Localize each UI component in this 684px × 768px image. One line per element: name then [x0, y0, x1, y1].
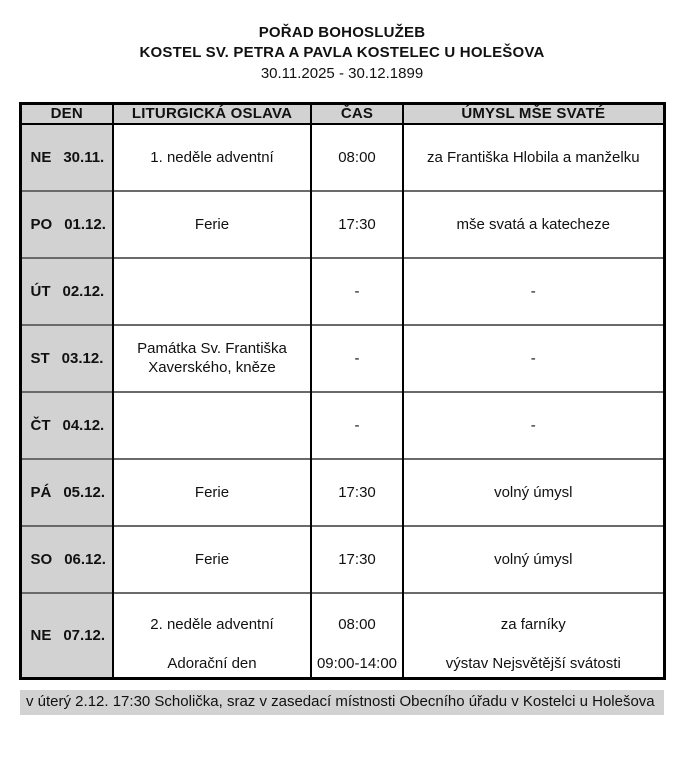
day-abbrev: ČT [30, 416, 51, 434]
day-cell [20, 258, 113, 325]
table-row [20, 258, 664, 325]
day-date: 07.12. [63, 626, 106, 644]
time-cell: - [311, 392, 403, 459]
day-abbrev: PÁ [30, 483, 52, 501]
day-cell [20, 124, 113, 191]
footer-note: v úterý 2.12. 17:30 Scholička, sraz v zasedací místnosti Obecního úřadu v Kostelci u Holešova [20, 690, 664, 715]
table-header-row [20, 104, 664, 124]
intention-cell: - [403, 258, 664, 325]
day-date: 05.12. [63, 483, 106, 501]
day-cell [20, 191, 113, 258]
intention-cell [403, 593, 664, 679]
celebration-cell: Ferie [113, 526, 311, 593]
celebration-cell: Ferie [113, 191, 311, 258]
title-block [0, 0, 684, 84]
day-date: 04.12. [62, 416, 105, 434]
day-cell [20, 459, 113, 526]
day-abbrev: SO [30, 550, 53, 568]
day-abbrev: NE [30, 626, 52, 644]
schedule-table [19, 102, 666, 680]
column-header-den: DEN [20, 104, 113, 124]
day-abbrev: NE [30, 148, 52, 166]
intention-cell: mše svatá a katecheze [403, 191, 664, 258]
day-abbrev: PO [30, 215, 53, 233]
time-cell: 17:30 [311, 526, 403, 593]
celebration-cell: Památka Sv. Františka Xaverského, kněze [113, 325, 311, 392]
celebration-cell: 1. neděle adventní [113, 124, 311, 191]
day-date: 02.12. [62, 282, 105, 300]
time-line-2: 09:00-14:00 [316, 655, 398, 673]
table-row [20, 325, 664, 392]
intention-cell: volný úmysl [403, 459, 664, 526]
time-cell: 08:00 [311, 124, 403, 191]
day-cell [20, 593, 113, 679]
date-range: 30.11.2025 - 30.12.1899 [260, 65, 424, 82]
time-cell [311, 593, 403, 679]
intention-cell: - [403, 325, 664, 392]
celebration-cell: Ferie [113, 459, 311, 526]
table-row [20, 459, 664, 526]
intention-cell: volný úmysl [403, 526, 664, 593]
celebration-cell [113, 392, 311, 459]
celebration-cell [113, 258, 311, 325]
page-title: POŘAD BOHOSLUŽEB [258, 24, 426, 41]
celebration-line-2: Adorační den [167, 655, 257, 673]
intention-cell: za Františka Hlobila a manželku [403, 124, 664, 191]
day-abbrev: ÚT [30, 282, 51, 300]
day-abbrev: ST [30, 349, 50, 367]
time-cell: 17:30 [311, 459, 403, 526]
day-cell [20, 526, 113, 593]
time-cell: - [311, 325, 403, 392]
column-header-liturgicka-oslava: LITURGICKÁ OSLAVA [113, 104, 311, 124]
time-cell: 17:30 [311, 191, 403, 258]
intention-line-2: výstav Nejsvětější svátosti [445, 655, 621, 673]
day-cell [20, 325, 113, 392]
day-date: 03.12. [61, 349, 104, 367]
day-date: 30.11. [63, 148, 105, 166]
celebration-line-1: 2. neděle adventní [150, 616, 274, 634]
table-row [20, 124, 664, 191]
church-name: KOSTEL SV. PETRA A PAVLA KOSTELEC U HOLEŠOVA [139, 44, 545, 61]
celebration-cell [113, 593, 311, 679]
day-date: 06.12. [64, 550, 106, 568]
day-date: 01.12. [64, 215, 106, 233]
column-header-cas: ČAS [311, 104, 403, 124]
time-cell: - [311, 258, 403, 325]
time-line-1: 08:00 [338, 616, 376, 634]
table-row [20, 392, 664, 459]
day-cell [20, 392, 113, 459]
column-header-umysl: ÚMYSL MŠE SVATÉ [403, 104, 664, 124]
intention-cell: - [403, 392, 664, 459]
intention-line-1: za farníky [500, 616, 566, 634]
table-row [20, 526, 664, 593]
table-row [20, 593, 664, 679]
table-row [20, 191, 664, 258]
